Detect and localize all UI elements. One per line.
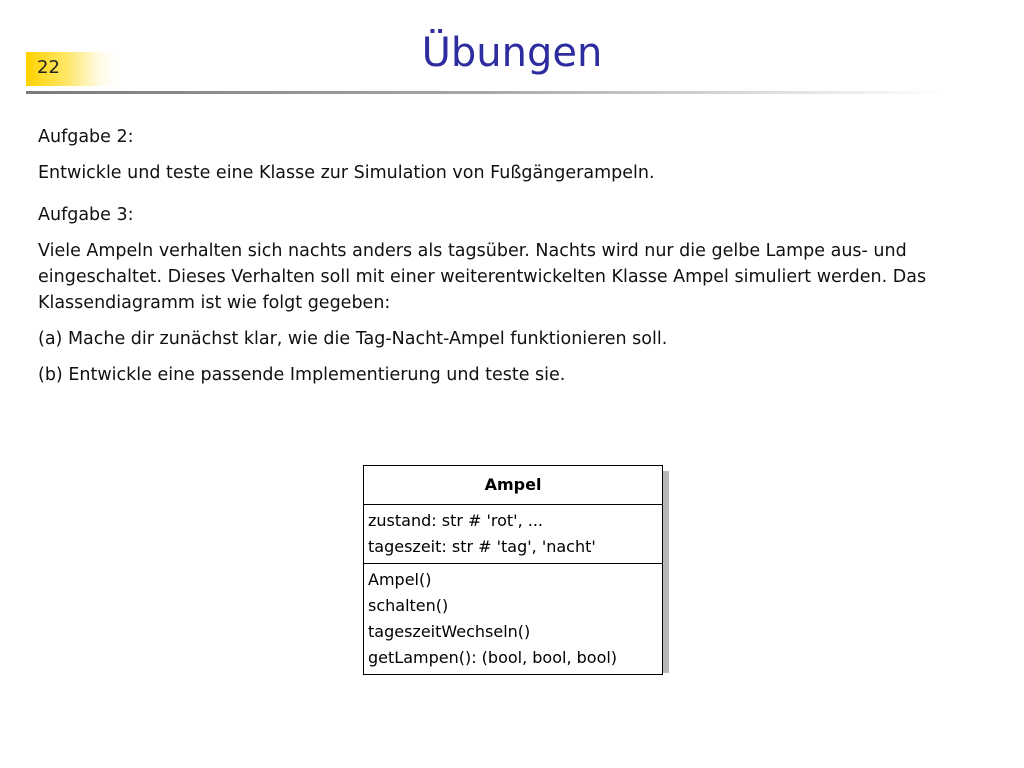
method-item: schalten() [368, 596, 449, 615]
method-item: Ampel() [368, 570, 432, 589]
attribute-item: zustand: str # 'rot', ... [368, 511, 544, 530]
class-box [363, 465, 663, 675]
slide-title: Übungen [421, 30, 603, 76]
class-attributes [364, 505, 662, 564]
attribute-item: tageszeit: str # 'tag', 'nacht' [368, 537, 596, 556]
slide-content [38, 124, 988, 388]
page-number: 22 [37, 57, 60, 78]
method-item: getLampen(): (bool, bool, bool) [368, 648, 618, 667]
task3-text: Viele Ampeln verhalten sich nachts anders als tagsüber. Nachts wird nur die gelbe Lampe aus- und eingeschaltet. Dieses Verhalten soll mit einer weiterentwickelten Klasse Ampel simuliert werden. Das Klassendiagramm ist wie folgt gegeben: [38, 241, 927, 313]
task3-part-a: (a) Mache dir zunächst klar, wie die Tag-Nacht-Ampel funktionieren soll. [38, 329, 668, 349]
task2-text: Entwickle und teste eine Klasse zur Simulation von Fußgängerampeln. [38, 163, 655, 183]
class-name: Ampel [364, 466, 662, 505]
class-methods [364, 564, 662, 674]
title-divider [26, 91, 946, 94]
task3-part-b: (b) Entwickle eine passende Implementierung und teste sie. [38, 365, 566, 385]
task2-heading: Aufgabe 2: [38, 127, 134, 147]
method-item: tageszeitWechseln() [368, 622, 531, 641]
class-diagram [363, 465, 663, 675]
task3-heading: Aufgabe 3: [38, 205, 134, 225]
